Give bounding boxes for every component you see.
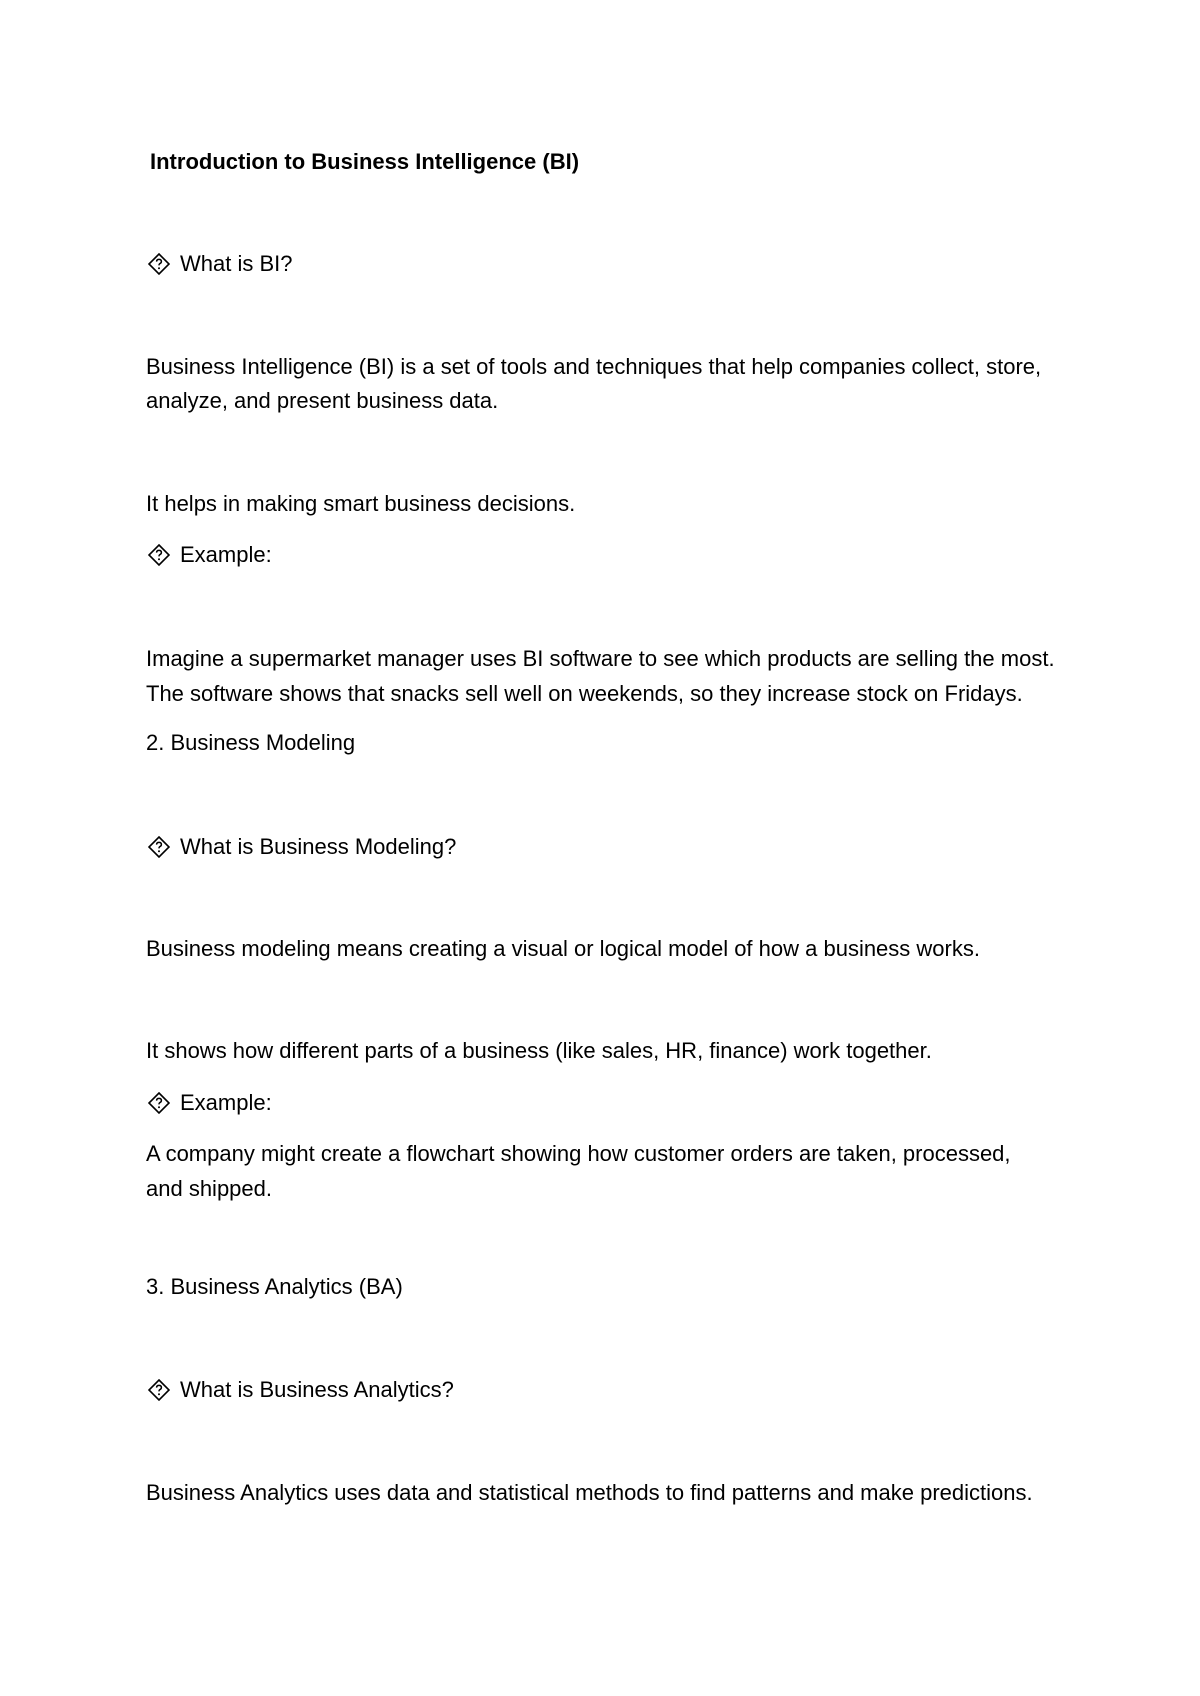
paragraph-line: A company might create a flowchart showing how customer orders are taken, processed, [146, 1141, 1011, 1166]
paragraph-line: The software shows that snacks sell well on weekends, so they increase stock on Fridays. [146, 681, 1023, 706]
section-number-title: 3. Business Analytics (BA) [146, 1274, 403, 1299]
example-heading [146, 1086, 272, 1120]
paragraph-line: Imagine a supermarket manager uses BI software to see which products are selling the most. [146, 646, 1055, 671]
paragraph-line: and shipped. [146, 1176, 272, 1201]
section-heading-text: What is Business Analytics? [180, 1377, 454, 1402]
example-heading [146, 538, 272, 572]
paragraph-line: It helps in making smart business decisions. [146, 491, 576, 516]
document-title: Introduction to Business Intelligence (BI) [150, 149, 580, 174]
example-heading-text: Example: [180, 542, 272, 567]
section-heading-what-is-business-analytics [146, 1373, 454, 1407]
diamond-question-icon [148, 836, 170, 858]
section-heading-what-is-business-modeling [146, 830, 456, 864]
diamond-question-icon [148, 544, 170, 566]
paragraph-line: It shows how different parts of a business (like sales, HR, finance) work together. [146, 1038, 932, 1063]
paragraph-line: Business Analytics uses data and statistical methods to find patterns and make predictions. [146, 1480, 1033, 1505]
section-heading-text: What is BI? [180, 251, 293, 276]
diamond-question-icon [148, 253, 170, 275]
paragraph-line: Business Intelligence (BI) is a set of tools and techniques that help companies collect, store, [146, 354, 1042, 379]
section-heading-what-is-bi [146, 247, 292, 281]
diamond-question-icon [148, 1092, 170, 1114]
section-number-title: 2. Business Modeling [146, 730, 356, 755]
paragraph-line: Business modeling means creating a visual or logical model of how a business works. [146, 936, 980, 961]
paragraph-line: analyze, and present business data. [146, 388, 499, 413]
example-heading-text: Example: [180, 1090, 272, 1115]
diamond-question-icon [148, 1379, 170, 1401]
section-heading-text: What is Business Modeling? [180, 834, 457, 859]
